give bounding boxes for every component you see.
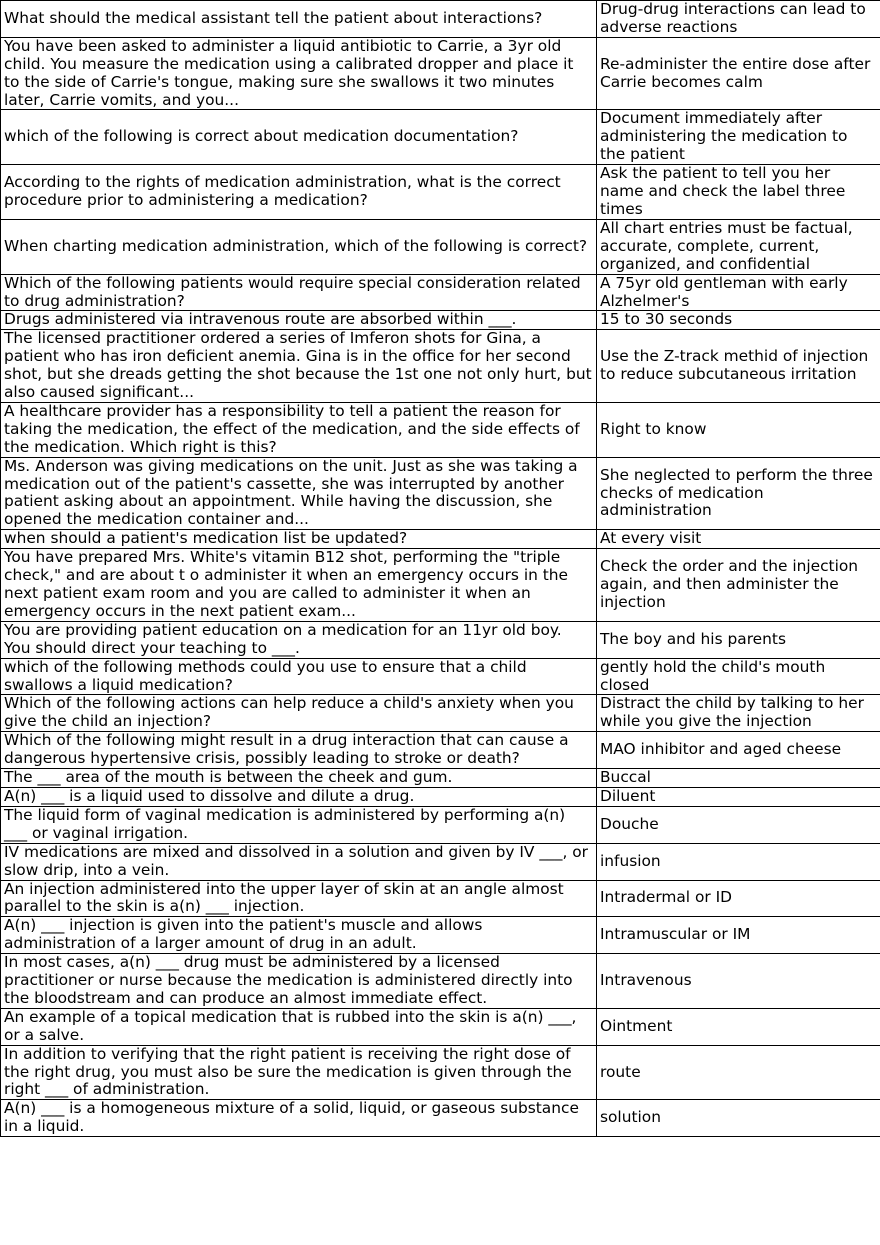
answer-cell: solution bbox=[597, 1100, 880, 1137]
answer-cell: Document immediately after administering the medication to the patient bbox=[597, 110, 880, 165]
answer-cell: Re-administer the entire dose after Carrie becomes calm bbox=[597, 37, 880, 110]
question-cell: The ___ area of the mouth is between the cheek and gum. bbox=[1, 769, 597, 788]
answer-cell: The boy and his parents bbox=[597, 621, 880, 658]
table-row bbox=[1, 110, 880, 165]
question-cell: When charting medication administration, which of the following is correct? bbox=[1, 219, 597, 274]
table-row bbox=[1, 37, 880, 110]
table-row bbox=[1, 330, 880, 403]
table-row bbox=[1, 917, 880, 954]
answer-cell: Buccal bbox=[597, 769, 880, 788]
answer-cell: All chart entries must be factual, accurate, complete, current, organized, and confidential bbox=[597, 219, 880, 274]
answer-cell: gently hold the child's mouth closed bbox=[597, 658, 880, 695]
table-row bbox=[1, 274, 880, 311]
question-cell: You have been asked to administer a liquid antibiotic to Carrie, a 3yr old child. You measure the medication using a calibrated dropper and place it to the side of Carrie's tongue, making sure she swallows it two minutes later, Carrie vomits, and you... bbox=[1, 37, 597, 110]
answer-cell: Use the Z-track methid of injection to reduce subcutaneous irritation bbox=[597, 330, 880, 403]
table-row bbox=[1, 1, 880, 38]
question-cell: IV medications are mixed and dissolved in a solution and given by IV ___, or slow drip, into a vein. bbox=[1, 843, 597, 880]
table-row bbox=[1, 769, 880, 788]
question-cell: which of the following is correct about medication documentation? bbox=[1, 110, 597, 165]
table-row bbox=[1, 954, 880, 1009]
table-row bbox=[1, 311, 880, 330]
table-row bbox=[1, 530, 880, 549]
answer-cell: Ask the patient to tell you her name and check the label three times bbox=[597, 165, 880, 220]
table-row bbox=[1, 806, 880, 843]
table-row bbox=[1, 402, 880, 457]
table-row bbox=[1, 880, 880, 917]
question-cell: What should the medical assistant tell the patient about interactions? bbox=[1, 1, 597, 38]
answer-cell: route bbox=[597, 1045, 880, 1100]
answer-cell: Ointment bbox=[597, 1008, 880, 1045]
question-cell: A(n) ___ injection is given into the patient's muscle and allows administration of a larger amount of drug in an adult. bbox=[1, 917, 597, 954]
answer-cell: Right to know bbox=[597, 402, 880, 457]
answer-cell: Check the order and the injection again, and then administer the injection bbox=[597, 549, 880, 622]
question-cell: which of the following methods could you use to ensure that a child swallows a liquid medication? bbox=[1, 658, 597, 695]
answer-cell: Intravenous bbox=[597, 954, 880, 1009]
question-cell: A healthcare provider has a responsibility to tell a patient the reason for taking the medication, the effect of the medication, and the side effects of the medication. Which right is this? bbox=[1, 402, 597, 457]
table-row bbox=[1, 732, 880, 769]
table-row bbox=[1, 457, 880, 530]
question-cell: The licensed practitioner ordered a series of Imferon shots for Gina, a patient who has iron deficient anemia. Gina is in the office for her second shot, but she dreads getting the shot because the 1st one not only hurt, but also caused significant... bbox=[1, 330, 597, 403]
table-row bbox=[1, 658, 880, 695]
question-cell: Drugs administered via intravenous route are absorbed within ___. bbox=[1, 311, 597, 330]
answer-cell: Intradermal or ID bbox=[597, 880, 880, 917]
answer-cell: At every visit bbox=[597, 530, 880, 549]
question-cell: You are providing patient education on a medication for an 11yr old boy. You should direct your teaching to ___. bbox=[1, 621, 597, 658]
question-cell: Which of the following might result in a drug interaction that can cause a dangerous hypertensive crisis, possibly leading to stroke or death? bbox=[1, 732, 597, 769]
table-row bbox=[1, 695, 880, 732]
table-row bbox=[1, 787, 880, 806]
question-cell: According to the rights of medication administration, what is the correct procedure prior to administering a medication? bbox=[1, 165, 597, 220]
table-row bbox=[1, 219, 880, 274]
question-cell: A(n) ___ is a liquid used to dissolve and dilute a drug. bbox=[1, 787, 597, 806]
table-row bbox=[1, 1008, 880, 1045]
question-cell: A(n) ___ is a homogeneous mixture of a solid, liquid, or gaseous substance in a liquid. bbox=[1, 1100, 597, 1137]
table-row bbox=[1, 549, 880, 622]
question-cell: Ms. Anderson was giving medications on the unit. Just as she was taking a medication out of the patient's cassette, she was interrupted by another patient asking about an appointment. While having the discussion, she opened the medication container and... bbox=[1, 457, 597, 530]
answer-cell: MAO inhibitor and aged cheese bbox=[597, 732, 880, 769]
question-cell: Which of the following patients would require special consideration related to drug administration? bbox=[1, 274, 597, 311]
question-cell: You have prepared Mrs. White's vitamin B12 shot, performing the "triple check," and are about t o administer it when an emergency occurs in the next patient exam room and you are called to administer it when an emergency occurs in the next patient exam... bbox=[1, 549, 597, 622]
answer-cell: Drug-drug interactions can lead to adverse reactions bbox=[597, 1, 880, 38]
answer-cell: A 75yr old gentleman with early Alzhelmer's bbox=[597, 274, 880, 311]
answer-cell: infusion bbox=[597, 843, 880, 880]
answer-cell: 15 to 30 seconds bbox=[597, 311, 880, 330]
table-row bbox=[1, 843, 880, 880]
answer-cell: Diluent bbox=[597, 787, 880, 806]
answer-cell: Intramuscular or IM bbox=[597, 917, 880, 954]
table-row bbox=[1, 1045, 880, 1100]
question-cell: The liquid form of vaginal medication is administered by performing a(n) ___ or vaginal irrigation. bbox=[1, 806, 597, 843]
question-cell: In addition to verifying that the right patient is receiving the right dose of the right drug, you must also be sure the medication is given through the right ___ of administration. bbox=[1, 1045, 597, 1100]
question-cell: when should a patient's medication list be updated? bbox=[1, 530, 597, 549]
table-row bbox=[1, 165, 880, 220]
answer-cell: She neglected to perform the three checks of medication administration bbox=[597, 457, 880, 530]
question-cell: Which of the following actions can help reduce a child's anxiety when you give the child an injection? bbox=[1, 695, 597, 732]
table-row bbox=[1, 1100, 880, 1137]
question-cell: In most cases, a(n) ___ drug must be administered by a licensed practitioner or nurse because the medication is administered directly into the bloodstream and can produce an almost immediate effect. bbox=[1, 954, 597, 1009]
question-cell: An example of a topical medication that is rubbed into the skin is a(n) ___, or a salve. bbox=[1, 1008, 597, 1045]
question-cell: An injection administered into the upper layer of skin at an angle almost parallel to the skin is a(n) ___ injection. bbox=[1, 880, 597, 917]
answer-cell: Douche bbox=[597, 806, 880, 843]
answer-cell: Distract the child by talking to her while you give the injection bbox=[597, 695, 880, 732]
table-row bbox=[1, 621, 880, 658]
